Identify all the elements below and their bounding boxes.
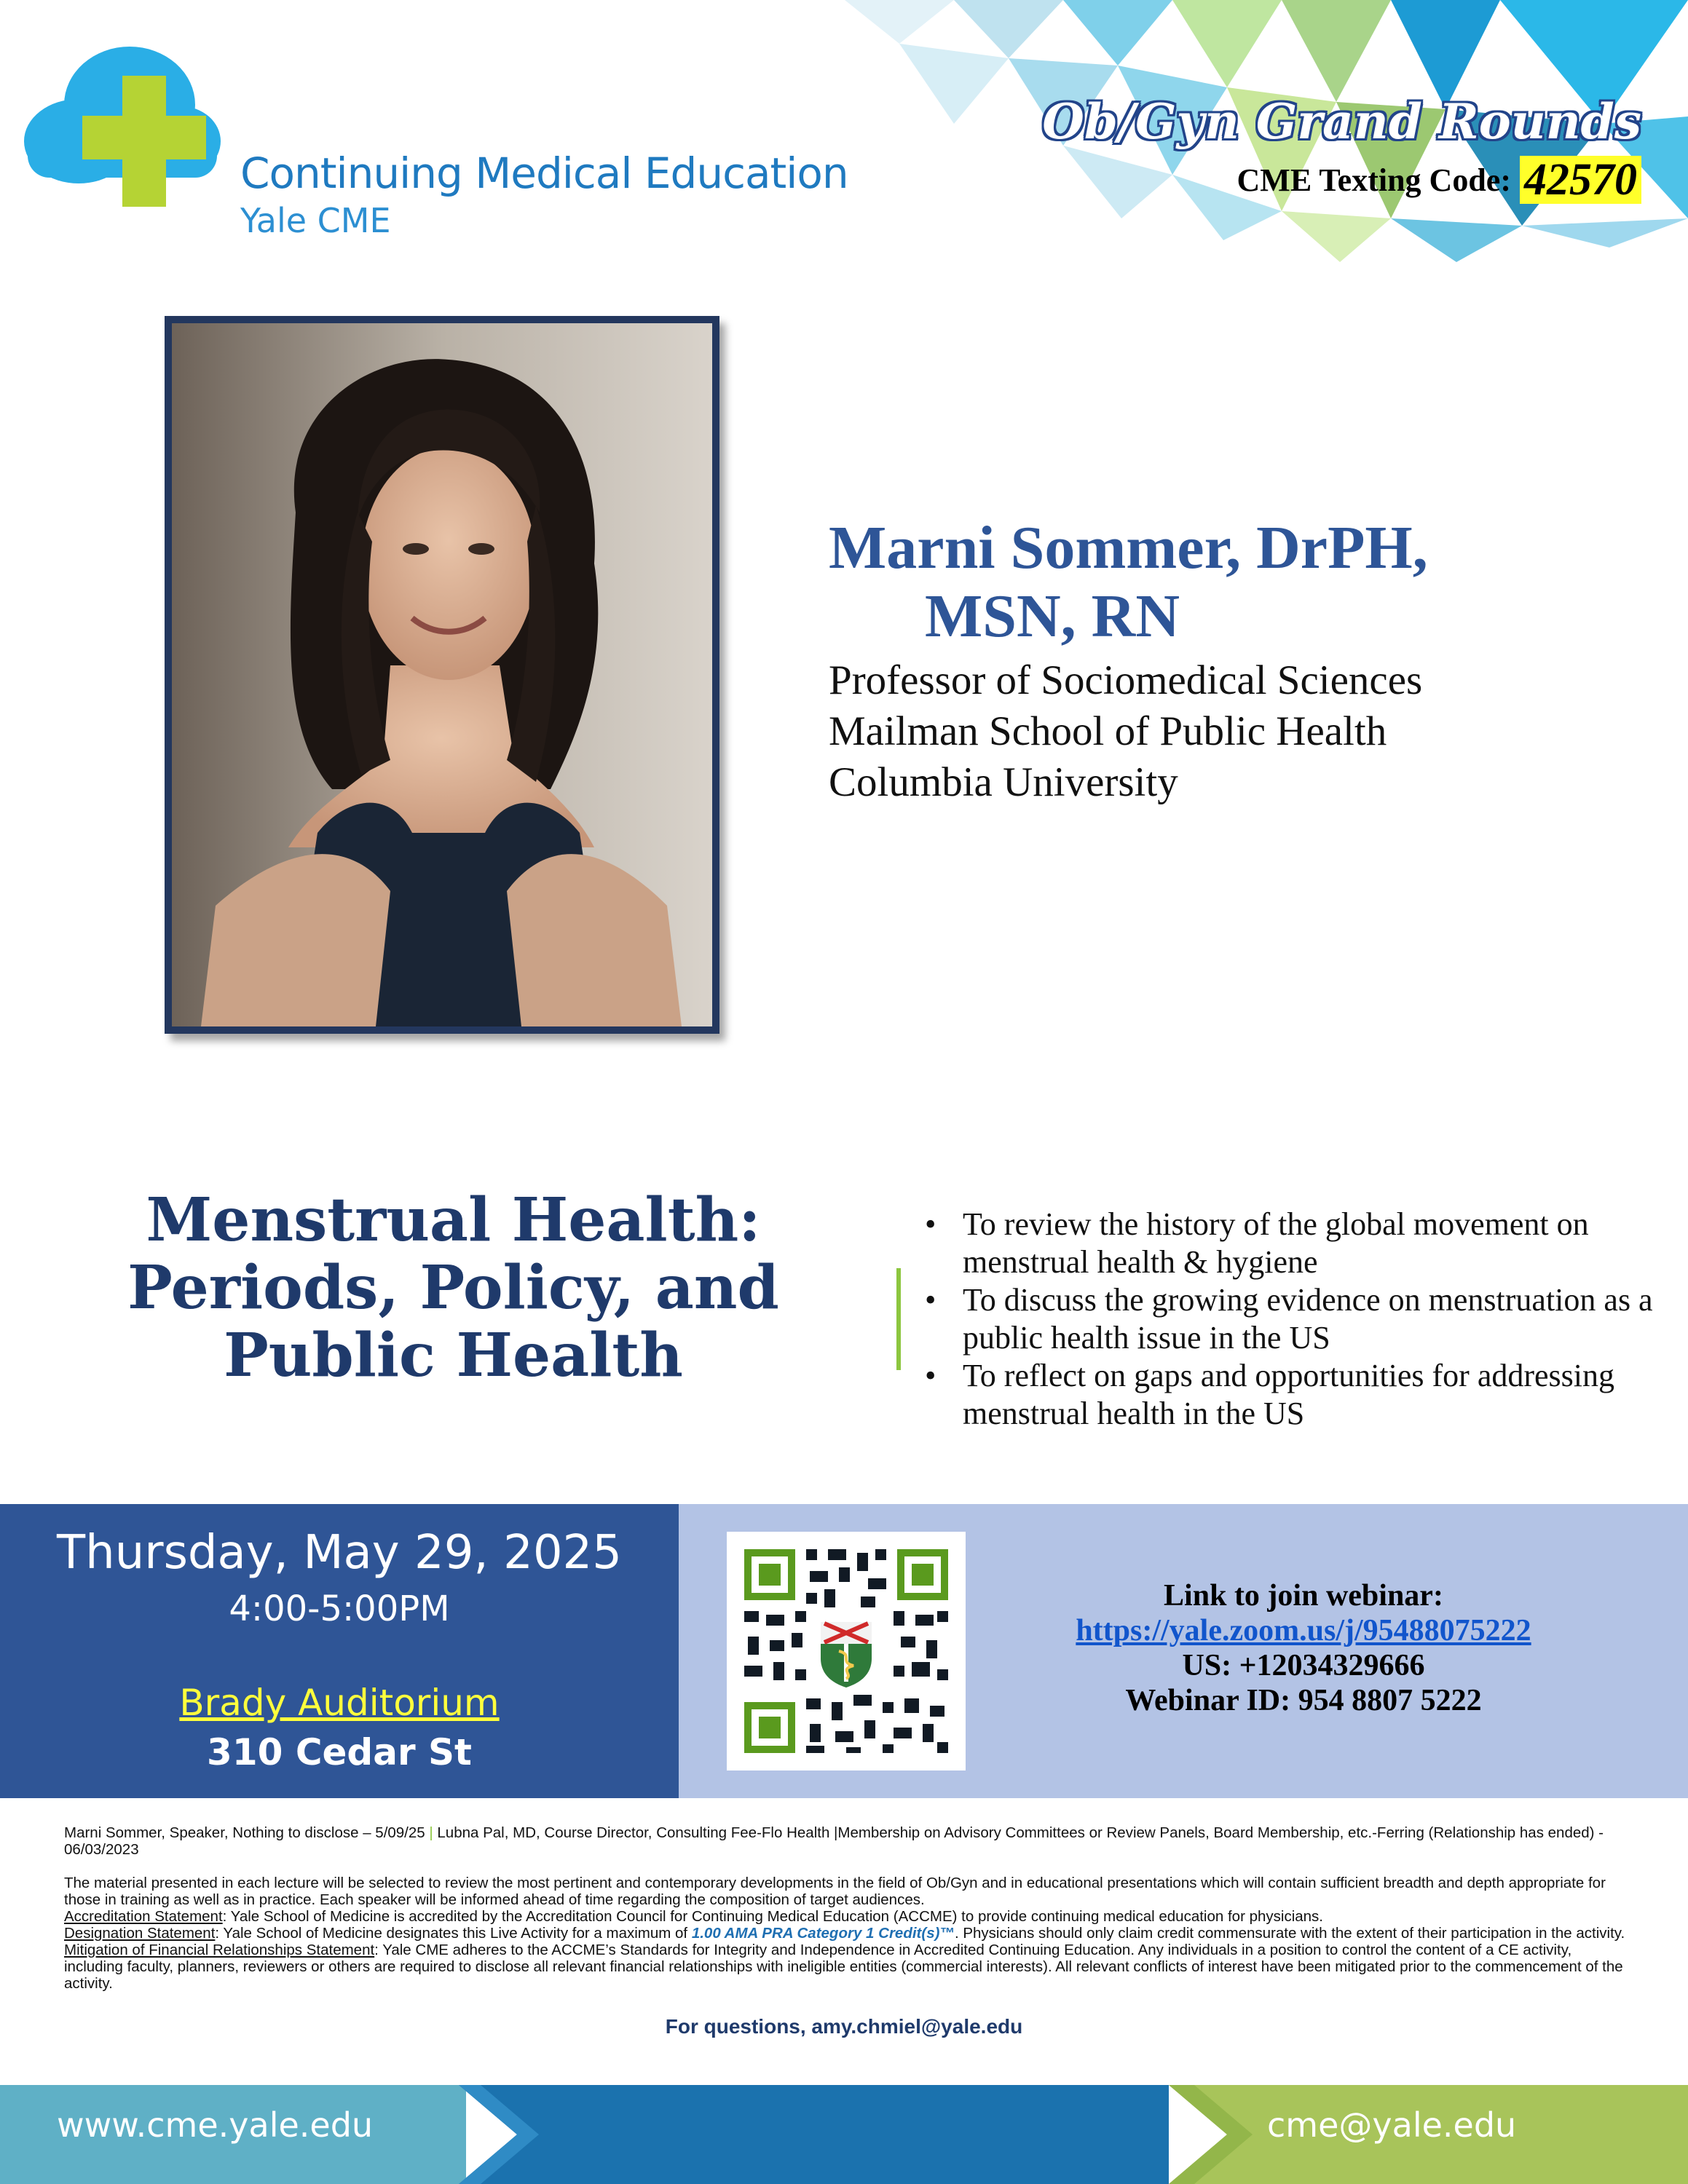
webinar-link[interactable]: https://yale.zoom.us/j/95488075222	[1076, 1614, 1531, 1647]
logo-title: Continuing Medical Education	[240, 149, 848, 198]
objective-item: • To discuss the growing evidence on menstruation as a public health issue in the US	[925, 1281, 1660, 1357]
material-statement: The material presented in each lecture will be selected to review the most pertinent and contemporary developments in the field of Ob/Gyn and in educational presentations which will contain sufficient breadth and depth appropriate for those in training as well as in practice. Each speaker will be informed ahead of time regarding the composition of target audiences.	[64, 1875, 1606, 1908]
speaker-name-line-2: MSN, RN	[925, 582, 1180, 650]
speaker-photo-frame	[165, 316, 719, 1034]
footer-website-link[interactable]: www.cme.yale.edu	[57, 2105, 374, 2145]
yale-cme-logo[interactable]	[13, 32, 887, 240]
speaker-name-line-1: Marni Sommer, DrPH,	[829, 514, 1428, 582]
objective-item: • To reflect on gaps and opportunities for addressing menstrual health in the US	[925, 1357, 1660, 1433]
speaker-university: Columbia University	[829, 759, 1178, 805]
speaker-affiliation	[829, 655, 1422, 808]
event-address: 310 Cedar St	[207, 1731, 472, 1773]
texting-code-value: 42570	[1520, 156, 1641, 204]
webinar-id: Webinar ID: 954 8807 5222	[1125, 1684, 1482, 1717]
speaker-photo	[172, 323, 712, 1026]
speaker-title: Professor of Sociomedical Sciences	[829, 657, 1423, 703]
director-disclosure: Lubna Pal, MD, Course Director, Consulting Fee-Flo Health |Membership on Advisory Committees or Review Panels, Board Membership, etc.-Ferring (Relationship has ended) - 06/03/2023	[64, 1824, 1604, 1858]
designation-text-b: . Physicians should only claim credit commensurate with the extent of their participation in the activity.	[954, 1925, 1625, 1942]
event-details-panel	[0, 1504, 679, 1798]
mitigation-label: Mitigation of Financial Relationships Statement	[64, 1942, 375, 1958]
disclosures-block	[64, 1824, 1630, 1992]
designation-statement	[64, 1925, 1630, 1942]
qr-code[interactable]	[727, 1532, 966, 1770]
accreditation-text: : Yale School of Medicine is accredited by the Accreditation Council for Continuing Medical Education (ACCME) to provide continuing medical education for physicians.	[222, 1908, 1324, 1925]
footer-email-link[interactable]: cme@yale.edu	[1267, 2105, 1517, 2145]
mitigation-text: : Yale CME adheres to the ACCME’s Standards for Integrity and Independence in Accredited Continuing Education. Any individuals in a position to control the content of a CE activity, including faculty, planners, reviewers or others are required to disclose all relevant financial relationships with ineligible entities (commercial interests). All relevant conflicts of interest have been mitigated prior to the commencement of the activity.	[64, 1942, 1623, 1992]
questions-contact[interactable]: For questions, amy.chmiel@yale.edu	[665, 2015, 1023, 2038]
divider-bar	[896, 1268, 901, 1370]
credit-amount: 1.00 AMA PRA Category 1 Credit(s)™	[691, 1925, 955, 1942]
designation-text-a: : Yale School of Medicine designates this Live Activity for a maximum of	[215, 1925, 692, 1942]
webinar-phone: US: +12034329666	[1182, 1649, 1425, 1682]
speaker-name	[829, 514, 1615, 651]
separator: |	[425, 1824, 438, 1841]
mitigation-statement	[64, 1942, 1630, 1992]
accreditation-statement	[64, 1908, 1630, 1925]
lecture-title-line-2: Periods, Policy, and	[127, 1253, 779, 1323]
event-date: Thursday, May 29, 2025	[57, 1526, 622, 1580]
texting-code-label: CME Texting Code:	[1237, 162, 1511, 198]
cme-texting-code	[1237, 156, 1641, 204]
series-title: Ob/Gyn Grand Rounds	[1042, 93, 1641, 150]
logo-subtitle: Yale CME	[240, 201, 391, 240]
lecture-title-line-1: Menstrual Health:	[146, 1185, 761, 1255]
speaker-school: Mailman School of Public Health	[829, 708, 1387, 754]
qr-code-image	[737, 1542, 955, 1760]
cloud-cross-icon	[13, 32, 232, 221]
designation-label: Designation Statement	[64, 1925, 216, 1942]
webinar-label: Link to join webinar:	[1164, 1579, 1443, 1613]
event-time: 4:00-5:00PM	[229, 1588, 450, 1629]
lecture-title-line-3: Public Health	[224, 1321, 683, 1390]
disclosure-paragraph	[64, 1824, 1630, 1858]
lecture-title	[73, 1187, 834, 1390]
objective-item: • To review the history of the global movement on menstrual health & hygiene	[925, 1206, 1660, 1281]
learning-objectives	[925, 1206, 1660, 1433]
accreditation-label: Accreditation Statement	[64, 1908, 223, 1925]
webinar-info	[990, 1578, 1617, 1718]
event-venue-link[interactable]: Brady Auditorium	[179, 1682, 500, 1724]
speaker-disclosure: Marni Sommer, Speaker, Nothing to disclose – 5/09/25	[64, 1824, 425, 1841]
